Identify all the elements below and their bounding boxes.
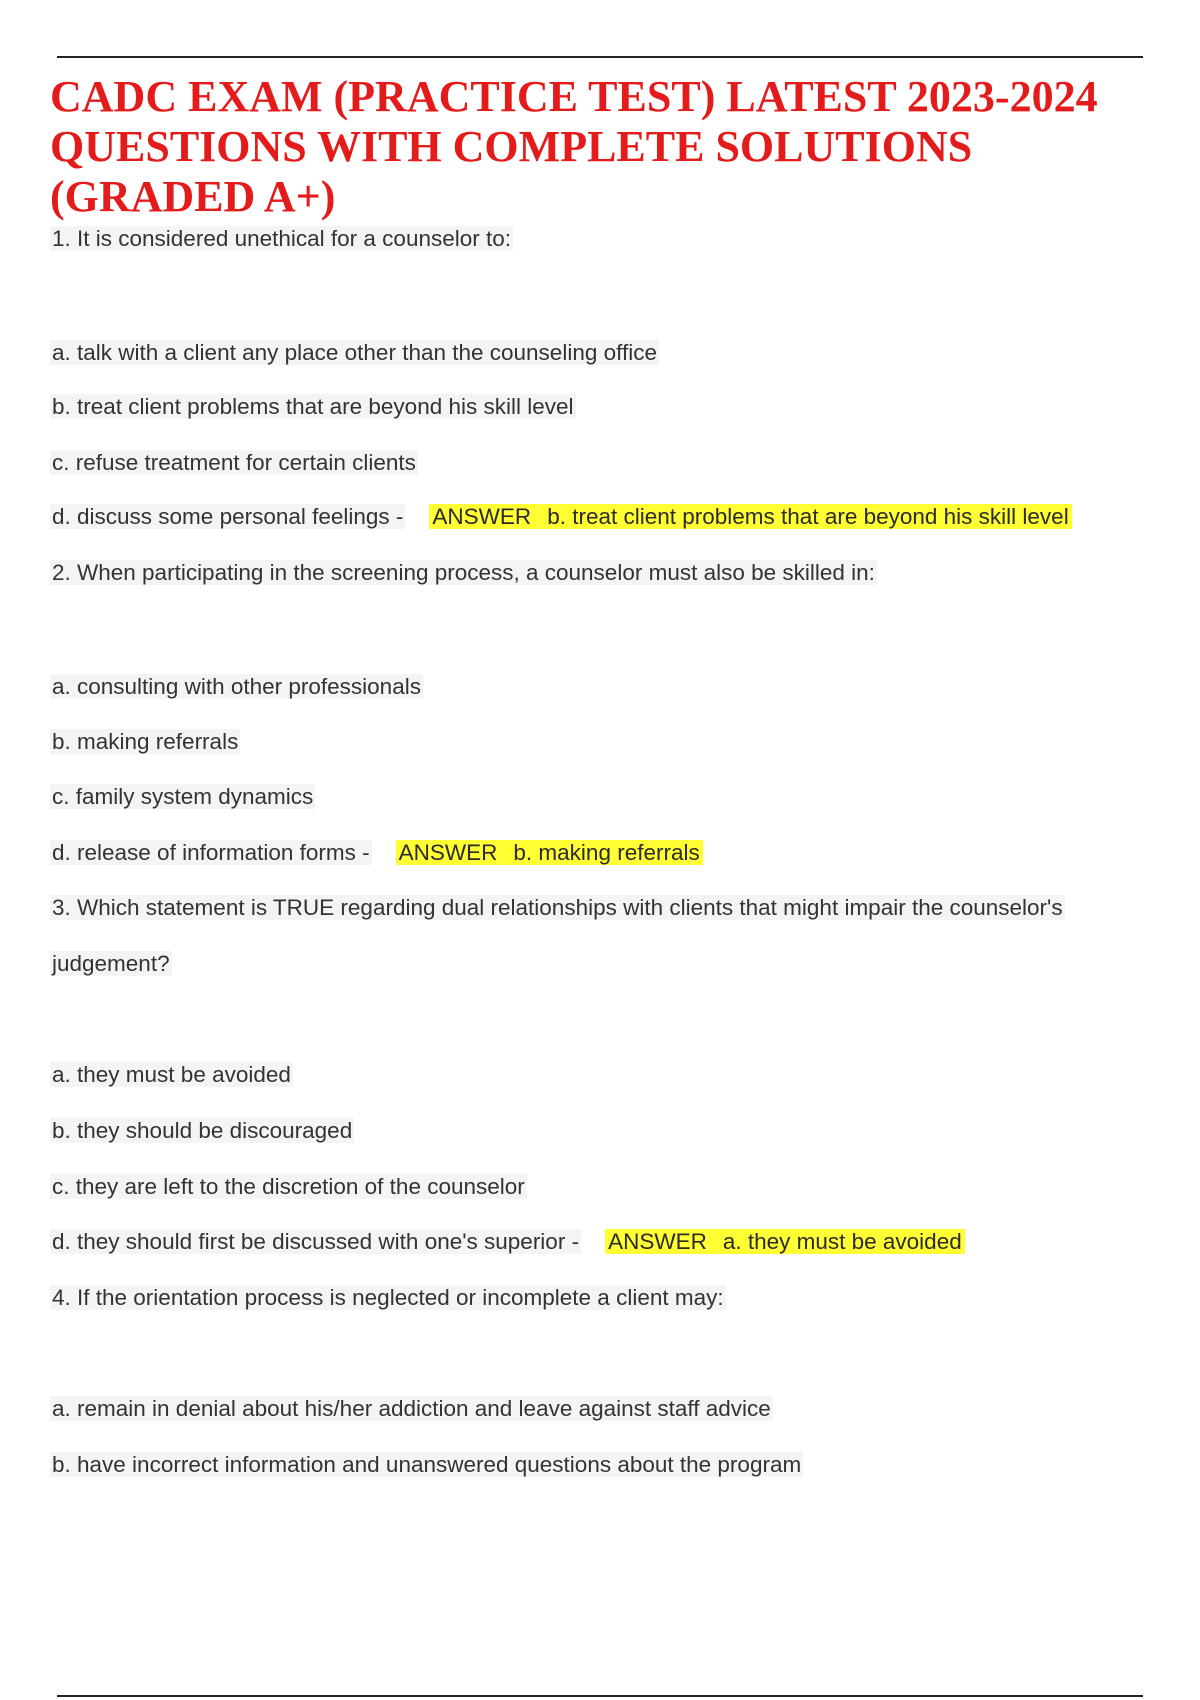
document-title: CADC EXAM (PRACTICE TEST) LATEST 2023-2024 QUESTIONS WITH COMPLETE SOLUTIONS (GRADED A+) [50,72,1098,221]
question-3-option-d: d. they should first be discussed with one's superior - ANSWER a. they must be avoided [50,1228,965,1256]
answer-label: ANSWER [432,504,532,529]
question-1-stem: 1. It is considered unethical for a counselor to: [52,226,512,251]
question-2-option-c: c. family system dynamics [52,784,314,809]
question-2-option-d: d. release of information forms - ANSWER b. making referrals [50,839,703,867]
question-4-option-a: a. remain in denial about his/her addiction and leave against staff advice [52,1396,771,1421]
answer-label: ANSWER [608,1229,707,1254]
question-3-option-b: b. they should be discouraged [52,1118,353,1143]
question-1-option-a: a. talk with a client any place other than the counseling office [52,340,657,365]
question-2-option-a: a. consulting with other professionals [52,674,421,699]
question-4-stem: 4. If the orientation process is neglected or incomplete a client may: [52,1285,724,1310]
question-2-stem: 2. When participating in the screening process, a counselor must also be skilled in: [52,560,875,585]
question-3-option-a: a. they must be avoided [52,1062,291,1087]
question-2-option-b: b. making referrals [52,729,239,754]
question-3-option-c: c. they are left to the discretion of the counselor [52,1174,525,1199]
question-3-answer [605,1229,965,1254]
question-3-stem-line-1: 3. Which statement is TRUE regarding dual relationships with clients that might impair the counselor's [52,895,1063,920]
bottom-rule [57,1695,1143,1697]
answer-label: ANSWER [398,840,498,865]
question-1-option-d: d. discuss some personal feelings - ANSWER b. treat client problems that are beyond his skill level [50,503,1072,531]
answer-text: b. treat client problems that are beyond his skill level [547,504,1069,529]
answer-text: b. making referrals [513,840,700,865]
top-rule [57,56,1143,58]
question-1-option-b: b. treat client problems that are beyond his skill level [52,394,574,419]
answer-text: a. they must be avoided [722,1229,962,1254]
question-3-stem-line-2: judgement? [52,951,170,976]
question-1-answer [429,504,1071,529]
question-4-option-b: b. have incorrect information and unanswered questions about the program [52,1452,802,1477]
question-2-answer [396,840,703,865]
question-1-option-c: c. refuse treatment for certain clients [52,450,416,475]
